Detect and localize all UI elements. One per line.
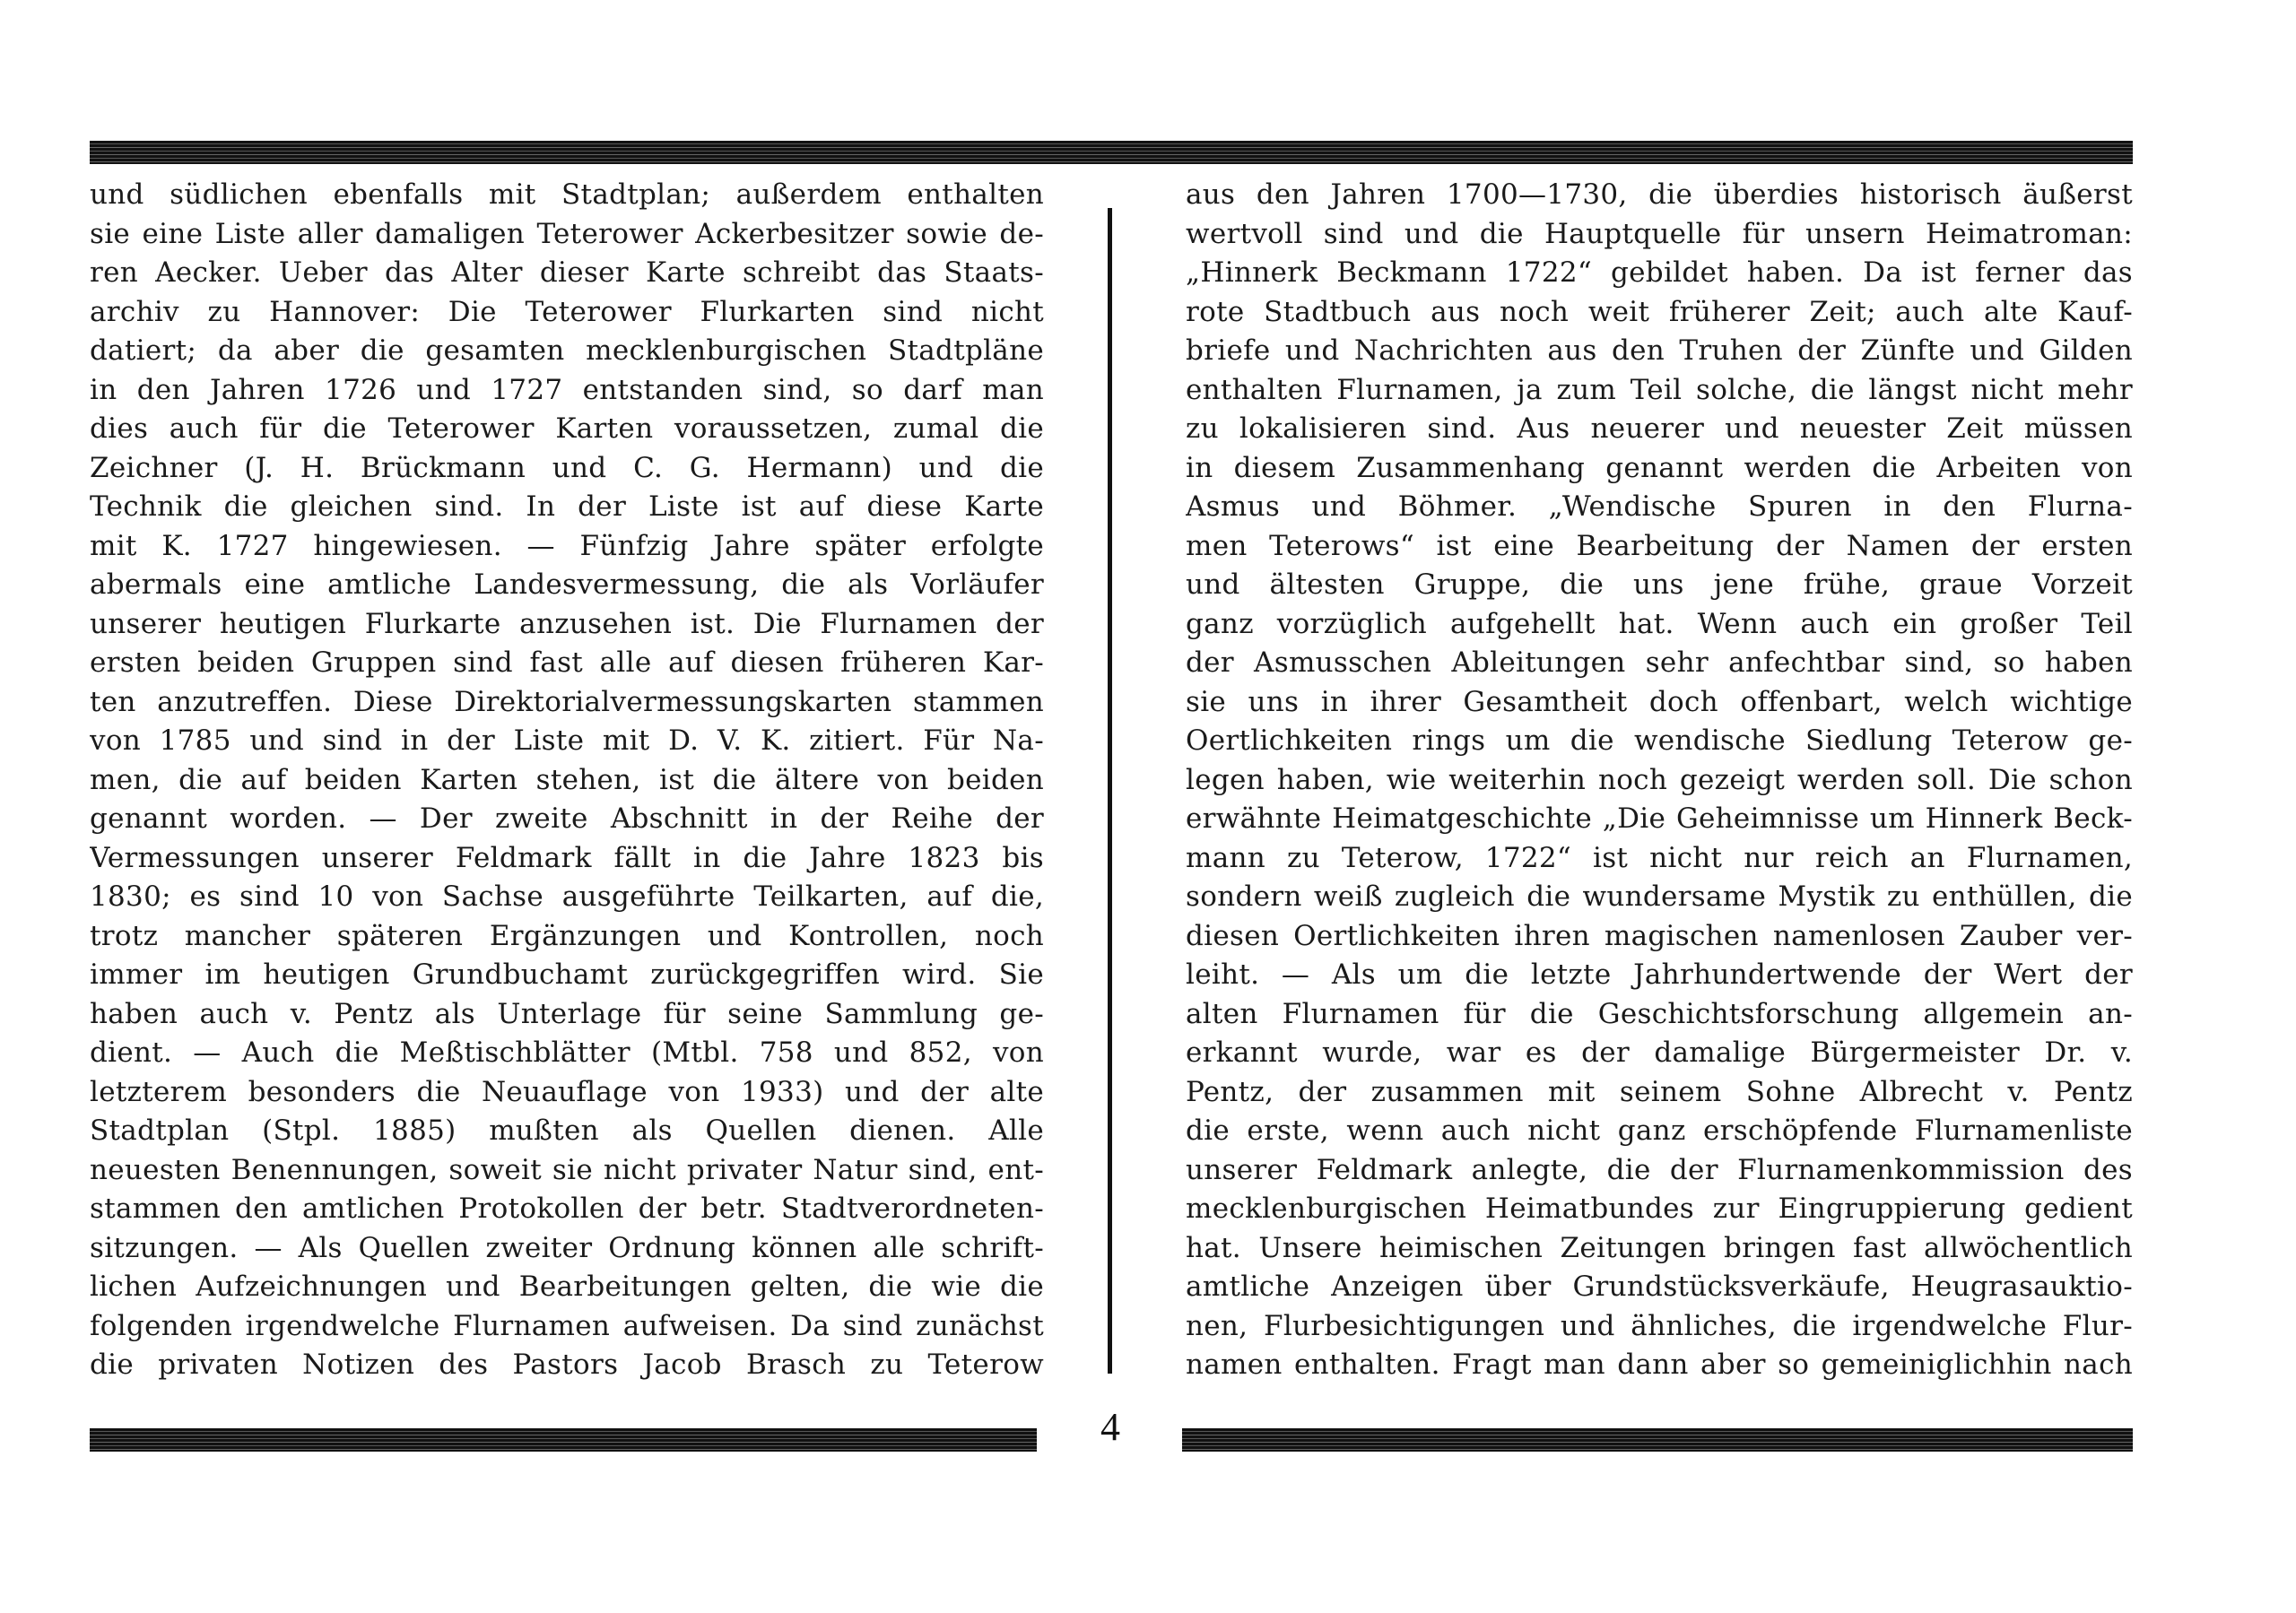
text-line: legen haben, wie weiterhin noch gezeigt werden soll. Die schon bbox=[1186, 763, 2133, 796]
text-line: in diesem Zusammenhang genannt werden die Arbeiten von bbox=[1186, 451, 2133, 484]
text-line: Vermessungen unserer Feldmark fällt in die Jahre 1823 bis bbox=[90, 841, 1044, 874]
text-line: unserer heutigen Flurkarte anzusehen ist. Die Flurnamen der bbox=[90, 607, 1044, 640]
text-line: men Teterows“ ist eine Bearbeitung der Namen der ersten bbox=[1186, 529, 2133, 562]
text-line: erkannt wurde, war es der damalige Bürgermeister Dr. v. bbox=[1186, 1036, 2133, 1069]
text-line: lichen Aufzeichnungen und Bearbeitungen gelten, die wie die bbox=[90, 1270, 1044, 1303]
column-divider bbox=[1108, 208, 1112, 1374]
text-line: trotz mancher späteren Ergänzungen und Kontrollen, noch bbox=[90, 919, 1044, 952]
text-line: immer im heutigen Grundbuchamt zurückgegriffen wird. Sie bbox=[90, 958, 1044, 991]
text-line: amtliche Anzeigen über Grundstücksverkäufe, Heugrasauktio- bbox=[1186, 1270, 2133, 1303]
text-line: briefe und Nachrichten aus den Truhen der Zünfte und Gilden bbox=[1186, 334, 2133, 367]
text-line: haben auch v. Pentz als Unterlage für seine Sammlung ge- bbox=[90, 997, 1044, 1030]
text-line: dient. — Auch die Meßtischblätter (Mtbl. 758 und 852, von bbox=[90, 1036, 1044, 1069]
text-line: ganz vorzüglich aufgehellt hat. Wenn auch ein großer Teil bbox=[1186, 607, 2133, 640]
text-line: Pentz, der zusammen mit seinem Sohne Albrecht v. Pentz bbox=[1186, 1075, 2133, 1108]
text-line: archiv zu Hannover: Die Teterower Flurkarten sind nicht bbox=[90, 295, 1044, 328]
text-line: leiht. — Als um die letzte Jahrhundertwende der Wert der bbox=[1186, 958, 2133, 991]
text-line: der Asmusschen Ableitungen sehr anfechtbar sind, so haben bbox=[1186, 646, 2133, 679]
text-line: aus den Jahren 1700—1730, die überdies historisch äußerst bbox=[1186, 178, 2133, 211]
text-line: Zeichner (J. H. Brückmann und C. G. Hermann) und die bbox=[90, 451, 1044, 484]
text-line: letzterem besonders die Neuauflage von 1933) und der alte bbox=[90, 1075, 1044, 1108]
right-column bbox=[1186, 176, 2133, 1424]
text-line: folgenden irgendwelche Flurnamen aufweisen. Da sind zunächst bbox=[90, 1309, 1044, 1342]
text-line: von 1785 und sind in der Liste mit D. V. K. zitiert. Für Na- bbox=[90, 724, 1044, 757]
text-line: datiert; da aber die gesamten mecklenburgischen Stadtpläne bbox=[90, 334, 1044, 367]
bottom-rule-right bbox=[1182, 1428, 2133, 1452]
text-line: hat. Unsere heimischen Zeitungen bringen fast allwöchentlich bbox=[1186, 1231, 2133, 1264]
text-line: neuesten Benennungen, soweit sie nicht privater Natur sind, ent- bbox=[90, 1153, 1044, 1186]
text-line: die privaten Notizen des Pastors Jacob Brasch zu Teterow bbox=[90, 1349, 1044, 1381]
text-line: Stadtplan (Stpl. 1885) mußten als Quellen dienen. Alle bbox=[90, 1114, 1044, 1147]
text-line: nen, Flurbesichtigungen und ähnliches, die irgendwelche Flur- bbox=[1186, 1309, 2133, 1342]
text-line: namen enthalten. Fragt man dann aber so gemeiniglichhin nach bbox=[1186, 1349, 2133, 1381]
text-line: in den Jahren 1726 und 1727 entstanden sind, so darf man bbox=[90, 373, 1044, 406]
text-line: Asmus und Böhmer. „Wendische Spuren in den Flurna- bbox=[1186, 490, 2133, 523]
text-line: erwähnte Heimatgeschichte „Die Geheimnisse um Hinnerk Beck- bbox=[1186, 802, 2133, 835]
text-line: enthalten Flurnamen, ja zum Teil solche, die längst nicht mehr bbox=[1186, 373, 2133, 406]
text-line: genannt worden. — Der zweite Abschnitt in der Reihe der bbox=[90, 802, 1044, 835]
text-line: zu lokalisieren sind. Aus neuerer und neuester Zeit müssen bbox=[1186, 412, 2133, 445]
text-line: alten Flurnamen für die Geschichtsforschung allgemein an- bbox=[1186, 997, 2133, 1030]
text-line: unserer Feldmark anlegte, die der Flurnamenkommission des bbox=[1186, 1153, 2133, 1186]
text-line: mann zu Teterow, 1722“ ist nicht nur reich an Flurnamen, bbox=[1186, 841, 2133, 874]
text-line: mecklenburgischen Heimatbundes zur Eingruppierung gedient bbox=[1186, 1192, 2133, 1225]
text-line: ersten beiden Gruppen sind fast alle auf diesen früheren Kar- bbox=[90, 646, 1044, 679]
text-line: stammen den amtlichen Protokollen der betr. Stadtverordneten- bbox=[90, 1192, 1044, 1225]
text-line: die erste, wenn auch nicht ganz erschöpfende Flurnamenliste bbox=[1186, 1114, 2133, 1147]
text-line: sie uns in ihrer Gesamtheit doch offenbart, welch wichtige bbox=[1186, 685, 2133, 718]
text-line: sondern weiß zugleich die wundersame Mystik zu enthüllen, die bbox=[1186, 880, 2133, 913]
text-line: Technik die gleichen sind. In der Liste ist auf diese Karte bbox=[90, 490, 1044, 523]
text-line: men, die auf beiden Karten stehen, ist die ältere von beiden bbox=[90, 763, 1044, 796]
text-line: dies auch für die Teterower Karten voraussetzen, zumal die bbox=[90, 412, 1044, 445]
text-line: und ältesten Gruppe, die uns jene frühe, graue Vorzeit bbox=[1186, 568, 2133, 601]
text-line: rote Stadtbuch aus noch weit früherer Zeit; auch alte Kauf- bbox=[1186, 295, 2133, 328]
page-number: 4 bbox=[1100, 1405, 1120, 1449]
left-column bbox=[90, 176, 1044, 1424]
text-line: sitzungen. — Als Quellen zweiter Ordnung können alle schrift- bbox=[90, 1231, 1044, 1264]
text-line: sie eine Liste aller damaligen Teterower Ackerbesitzer sowie de- bbox=[90, 217, 1044, 250]
text-line: „Hinnerk Beckmann 1722“ gebildet haben. Da ist ferner das bbox=[1186, 256, 2133, 289]
text-line: Oertlichkeiten rings um die wendische Siedlung Teterow ge- bbox=[1186, 724, 2133, 757]
text-line: 1830; es sind 10 von Sachse ausgeführte Teilkarten, auf die, bbox=[90, 880, 1044, 913]
bottom-rule-left bbox=[90, 1428, 1037, 1452]
text-line: abermals eine amtliche Landesvermessung, die als Vorläufer bbox=[90, 568, 1044, 601]
text-line: ren Aecker. Ueber das Alter dieser Karte schreibt das Staats- bbox=[90, 256, 1044, 289]
text-line: und südlichen ebenfalls mit Stadtplan; außerdem enthalten bbox=[90, 178, 1044, 211]
text-line: ten anzutreffen. Diese Direktorialvermessungskarten stammen bbox=[90, 685, 1044, 718]
text-line: mit K. 1727 hingewiesen. — Fünfzig Jahre später erfolgte bbox=[90, 529, 1044, 562]
text-line: wertvoll sind und die Hauptquelle für unsern Heimatroman: bbox=[1186, 217, 2133, 250]
text-line: diesen Oertlichkeiten ihren magischen namenlosen Zauber ver- bbox=[1186, 919, 2133, 952]
top-rule bbox=[90, 141, 2133, 164]
